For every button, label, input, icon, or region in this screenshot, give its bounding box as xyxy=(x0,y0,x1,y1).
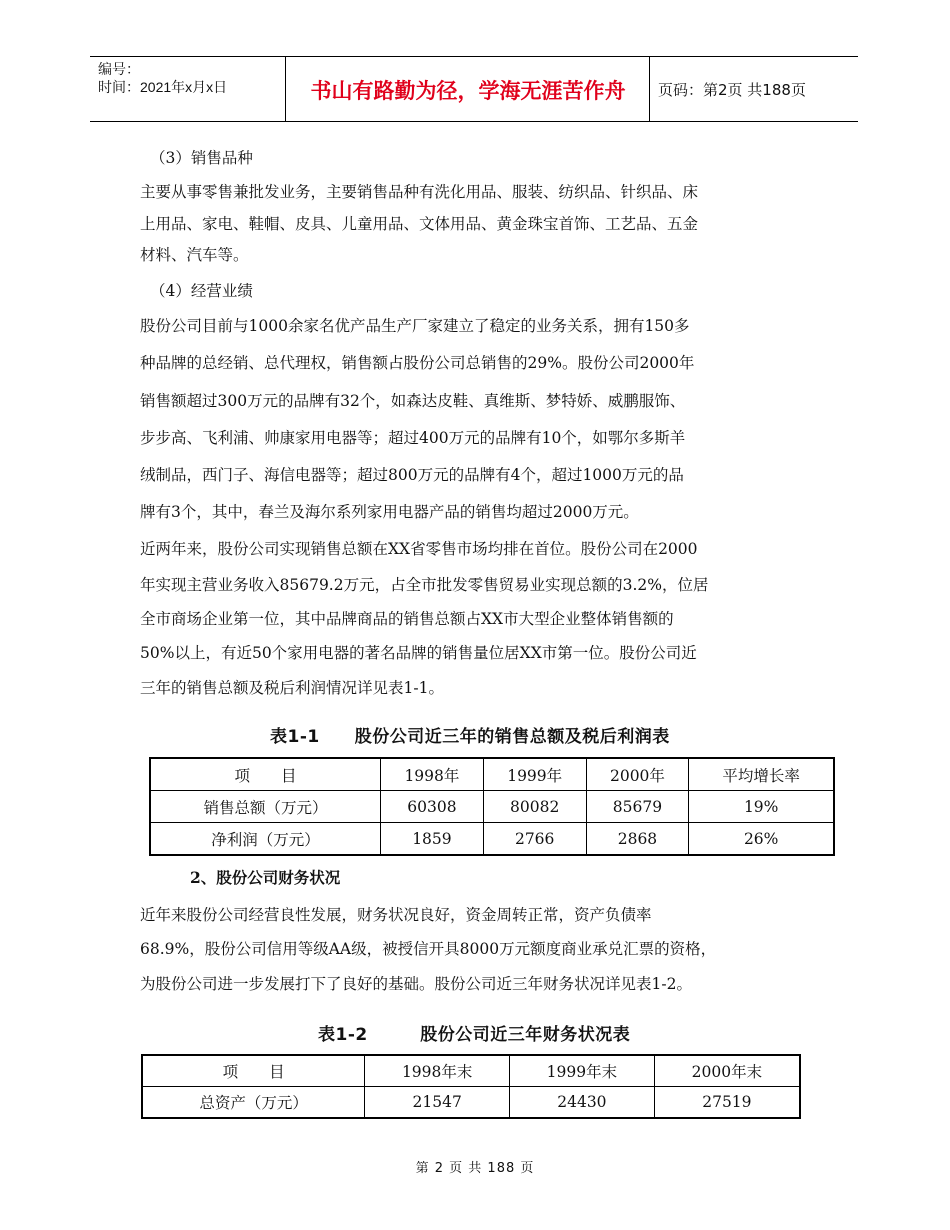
text-line: 主要从事零售兼批发业务，主要销售品种有洗化用品、服装、纺织品、针织品、床 xyxy=(140,183,699,201)
table-header-cell: 1999年末 xyxy=(510,1055,655,1087)
table-row xyxy=(150,791,834,823)
table-cell: 总资产（万元） xyxy=(142,1087,365,1119)
text-line: 50%以上，有近50个家用电器的著名品牌的销售量位居XX市第一位。股份公司近 xyxy=(140,644,697,662)
table-cell: 1859 xyxy=(381,823,484,856)
table-caption: 表1-1 股份公司近三年的销售总额及税后利润表 xyxy=(270,727,670,747)
table-cell: 80082 xyxy=(483,791,586,823)
text-line: 上用品、家电、鞋帽、皮具、儿童用品、文体用品、黄金珠宝首饰、工艺品、五金 xyxy=(140,215,699,233)
header-divider xyxy=(285,57,286,121)
header-divider xyxy=(649,57,650,121)
text-line: 种品牌的总经销、总代理权，销售额占股份公司总销售的29%。股份公司2000年 xyxy=(140,354,695,372)
text-line: 销售额超过300万元的品牌有32个，如森达皮鞋、真维斯、梦特娇、威鹏服饰、 xyxy=(140,392,686,410)
table-cell: 19% xyxy=(689,791,834,823)
table-row xyxy=(150,823,834,856)
table-header-cell: 1998年 xyxy=(381,758,484,791)
table-cell: 销售总额（万元） xyxy=(150,791,381,823)
table-cell: 21547 xyxy=(365,1087,510,1119)
header-page-info: 页码：第2页 共188页 xyxy=(658,81,806,99)
text-line: 材料、汽车等。 xyxy=(140,246,249,264)
text-line: 股份公司目前与1000余家名优产品生产厂家建立了稳定的业务关系，拥有150多 xyxy=(140,317,690,335)
text-line: 绒制品，西门子、海信电器等；超过800万元的品牌有4个，超过1000万元的品 xyxy=(140,466,684,484)
section-title: （4）经营业绩 xyxy=(150,282,253,300)
table-cell: 2766 xyxy=(483,823,586,856)
table-header-cell: 平均增长率 xyxy=(689,758,834,791)
table-cell: 27519 xyxy=(654,1087,800,1119)
text-line: 步步高、飞利浦、帅康家用电器等；超过400万元的品牌有10个，如鄂尔多斯羊 xyxy=(140,429,686,447)
table-header-row xyxy=(142,1055,800,1087)
table-header-cell: 1998年末 xyxy=(365,1055,510,1087)
section-heading: 2、股份公司财务状况 xyxy=(190,868,341,887)
header-motto: 书山有路勤为径，学海无涯苦作舟 xyxy=(310,79,626,103)
sales-profit-table xyxy=(149,757,835,856)
table-row xyxy=(142,1087,800,1119)
table-cell: 24430 xyxy=(510,1087,655,1119)
table-header-cell: 2000年 xyxy=(586,758,689,791)
text-line: 牌有3个，其中，春兰及海尔系列家用电器产品的销售均超过2000万元。 xyxy=(140,503,639,521)
header-meta xyxy=(98,60,227,96)
number-label: 编号： xyxy=(98,61,140,77)
table-cell: 85679 xyxy=(586,791,689,823)
table-cell: 60308 xyxy=(381,791,484,823)
page-header xyxy=(90,56,858,122)
table-caption: 表1-2 股份公司近三年财务状况表 xyxy=(318,1025,631,1045)
table-header-cell: 项 目 xyxy=(142,1055,365,1087)
text-line: 三年的销售总额及税后利润情况详见表1-1。 xyxy=(140,679,444,697)
text-line: 68.9%，股份公司信用等级AA级，被授信开具8000万元额度商业承兑汇票的资格， xyxy=(140,940,717,958)
text-line: 为股份公司进一步发展打下了良好的基础。股份公司近三年财务状况详见表1-2。 xyxy=(140,975,692,993)
table-cell: 26% xyxy=(689,823,834,856)
text-line: 年实现主营业务收入85679.2万元，占全市批发零售贸易业实现总额的3.2%，位居 xyxy=(140,576,709,594)
page-footer: 第 2 页 共 188 页 xyxy=(415,1161,535,1176)
table-header-cell: 项 目 xyxy=(150,758,381,791)
section-title: （3）销售品种 xyxy=(150,149,253,167)
text-line: 近年来股份公司经营良性发展，财务状况良好，资金周转正常，资产负债率 xyxy=(140,906,652,924)
table-header-row xyxy=(150,758,834,791)
table-cell: 净利润（万元） xyxy=(150,823,381,856)
table-cell: 2868 xyxy=(586,823,689,856)
table-header-cell: 2000年末 xyxy=(654,1055,800,1087)
text-line: 全市商场企业第一位，其中品牌商品的销售总额占XX市大型企业整体销售额的 xyxy=(140,610,674,628)
table-header-cell: 1999年 xyxy=(483,758,586,791)
financial-status-table xyxy=(141,1054,801,1119)
text-line: 近两年来，股份公司实现销售总额在XX省零售市场均排在首位。股份公司在2000 xyxy=(140,540,698,558)
time-label: 时间：2021年x月x日 xyxy=(98,79,228,95)
